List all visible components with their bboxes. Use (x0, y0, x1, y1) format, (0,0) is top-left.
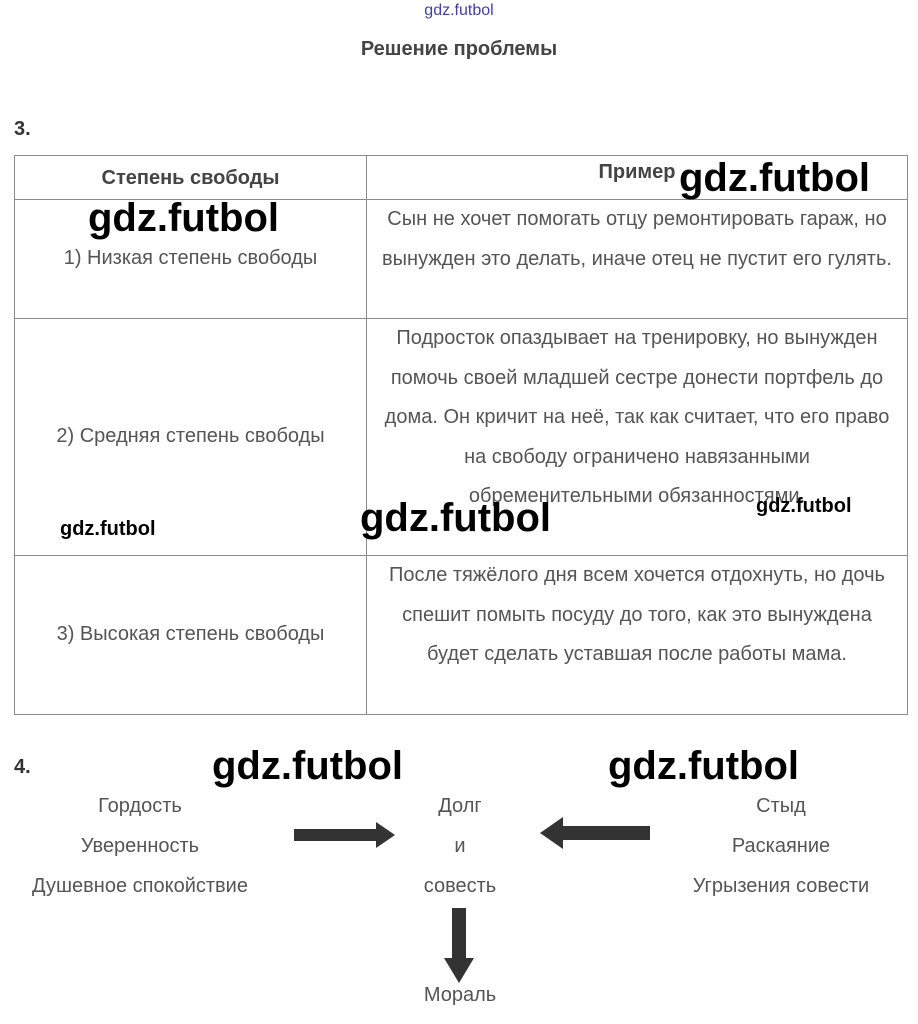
task-3-number: 3. (14, 118, 31, 140)
list-item: и (454, 835, 466, 857)
watermark: gdz.futbol (212, 744, 404, 788)
header-degree: Степень свободы (15, 156, 367, 200)
task-4-number: 4. (14, 756, 31, 778)
arrow-right-icon (294, 822, 395, 848)
list-item: Уверенность (80, 835, 200, 857)
page-title: Решение проблемы (360, 38, 558, 60)
list-item: Душевное спокойствие (32, 875, 248, 897)
list-item: Гордость (98, 795, 182, 817)
watermark: gdz.futbol (360, 496, 552, 540)
arrow-down-icon (444, 908, 474, 983)
list-item: Стыд (756, 795, 806, 817)
watermark: gdz.futbol (60, 518, 156, 540)
list-item: Долг (438, 795, 482, 817)
list-item: совесть (423, 875, 497, 897)
morality-label: Мораль (423, 984, 497, 1006)
watermark: gdz.futbol (608, 744, 800, 788)
list-item: Раскаяние (731, 835, 831, 857)
example-cell: Подросток опаздывает на тренировку, но вынужден помочь своей младшей сестре донести портфель до дома. Он кричит на неё, так как считает, что его право на свободу ограничено навязанными обременительными обязанностями. (367, 319, 908, 556)
list-item: Угрызения совести (692, 875, 870, 897)
example-cell: После тяжёлого дня всем хочется отдохнуть, но дочь спешит помыть посуду до того, как это вынуждена будет сделать уставшая после работы мама. (367, 556, 908, 715)
watermark: gdz.futbol (88, 196, 280, 240)
degree-cell: 3) Высокая степень свободы (15, 556, 367, 715)
arrow-left-icon (540, 817, 650, 849)
top-watermark: gdz.futbol (424, 2, 494, 19)
header-example: Пример (367, 156, 908, 200)
watermark: gdz.futbol (756, 495, 852, 517)
degree-cell: 2) Средняя степень свободы (15, 319, 367, 556)
example-cell: Сын не хочет помогать отцу ремонтировать гараж, но вынужден это делать, иначе отец не пустит его гулять. (367, 200, 908, 319)
watermark: gdz.futbol (679, 156, 871, 200)
degree-cell: 1) Низкая степень свободы (15, 200, 367, 319)
